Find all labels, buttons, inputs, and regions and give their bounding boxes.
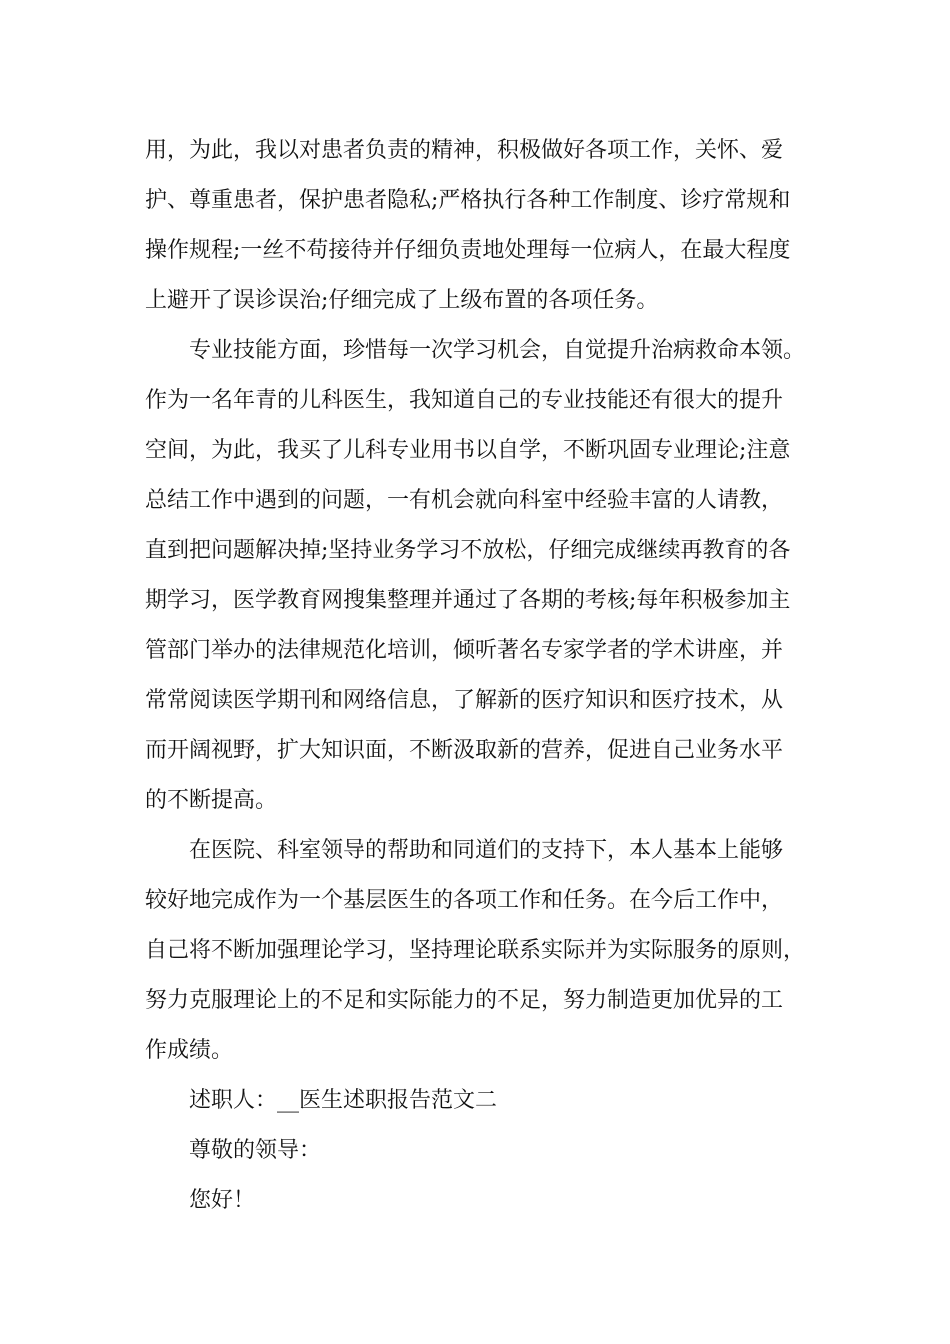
text-line: 操作规程;一丝不苟接待并仔细负责地处理每一位病人，在最大程度 (145, 238, 791, 263)
text-line: 自己将不断加强理论学习，坚持理论联系实际并为实际服务的原则， (145, 938, 806, 963)
text-line: 用，为此，我以对患者负责的精神，积极做好各项工作，关怀、爱 (145, 138, 784, 163)
text-line: 常常阅读医学期刊和网络信息，了解新的医疗知识和医疗技术，从 (145, 688, 784, 713)
greeting-line: 您好！ (189, 1188, 256, 1213)
text-line: 较好地完成作为一个基层医生的各项工作和任务。在今后工作中， (145, 888, 784, 913)
text-line: 作为一名年青的儿科医生，我知道自己的专业技能还有很大的提升 (145, 388, 784, 413)
text-line: 的不断提高。 (145, 788, 278, 813)
text-line: 上避开了误诊误治;仔细完成了上级布置的各项任务。 (145, 288, 659, 313)
paragraph-start-line: 在医院、科室领导的帮助和同道们的支持下，本人基本上能够 (189, 838, 784, 863)
paragraph-start-line: 专业技能方面，珍惜每一次学习机会，自觉提升治病救命本领。 (189, 338, 806, 363)
text-line: 努力克服理论上的不足和实际能力的不足，努力制造更加优异的工 (145, 988, 784, 1013)
salutation-line: 尊敬的领导： (189, 1138, 322, 1163)
text-line: 空间，为此，我买了儿科专业用书以自学，不断巩固专业理论;注意 (145, 438, 791, 463)
text-line: 而开阔视野，扩大知识面，不断汲取新的营养，促进自己业务水平 (145, 738, 784, 763)
text-line: 护、尊重患者，保护患者隐私;严格执行各种工作制度、诊疗常规和 (145, 188, 791, 213)
signature-line: 述职人：__医生述职报告范文二 (189, 1088, 498, 1113)
text-line: 作成绩。 (145, 1038, 234, 1063)
text-line: 直到把问题解决掉;坚持业务学习不放松，仔细完成继续再教育的各 (145, 538, 791, 563)
text-line: 期学习，医学教育网搜集整理并通过了各期的考核;每年积极参加主 (145, 588, 791, 613)
text-line: 管部门举办的法律规范化培训，倾听著名专家学者的学术讲座，并 (145, 638, 784, 663)
text-line: 总结工作中遇到的问题，一有机会就向科室中经验丰富的人请教， (145, 488, 784, 513)
